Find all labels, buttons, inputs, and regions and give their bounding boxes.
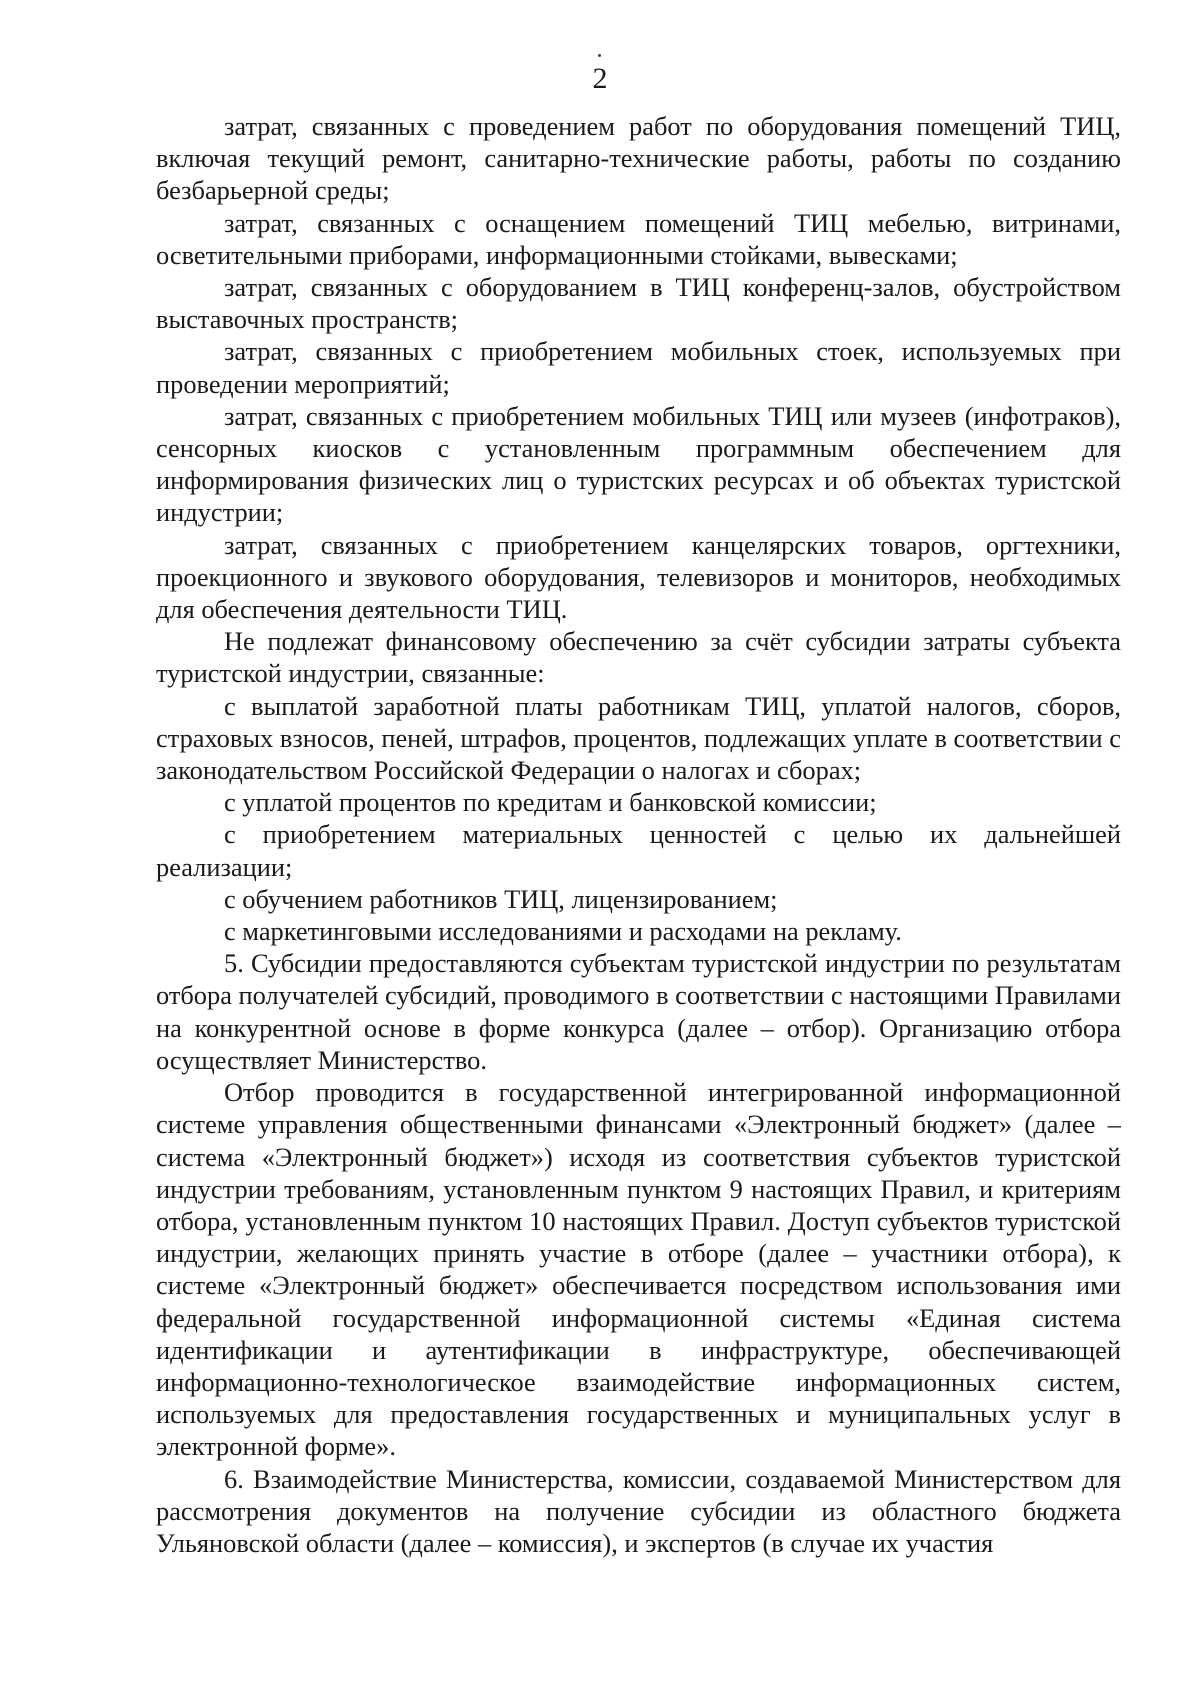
paragraph: затрат, связанных с проведением работ по оборудования помещений ТИЦ, включая текущий ремонт, санитарно-технические работы, работы по созданию безбарьерной среды; [156,111,1121,206]
paragraph: с выплатой заработной платы работникам ТИЦ, уплатой налогов, сборов, страховых взносов, пеней, штрафов, процентов, подлежащих уплате в соответствии с законодательством Российской Федерации о налогах и сборах; [156,690,1121,786]
paragraph: с приобретением материальных ценностей с целью их дальнейшей реализации; [156,819,1121,882]
page-number: 2 [592,62,608,95]
paragraph: 6. Взаимодействие Министерства, комиссии, создаваемой Министерством для рассмотрения документов на получение субсидии из областного бюджета Ульяновской области (далее – комиссия), и экспертов (в случае их участия [156,1463,1121,1558]
paragraph: затрат, связанных с приобретением мобильных стоек, используемых при проведении мероприятий; [156,336,1121,399]
paragraph: затрат, связанных с приобретением канцелярских товаров, оргтехники, проекционного и звукового оборудования, телевизоров и мониторов, необходимых для обеспечения деятельности ТИЦ. [156,529,1121,625]
document-body [156,110,1121,1559]
paragraph: с маркетинговыми исследованиями и расходами на рекламу. [224,916,902,947]
paragraph: 5. Субсидии предоставляются субъектам туристской индустрии по результатам отбора получателей субсидий, проводимого в соответствии с настоящими Правилами на конкурентной основе в форме конкурса (далее – отбор). Организацию отбора осуществляет Министерство. [156,948,1121,1075]
scan-dot [598,54,601,57]
paragraph: Не подлежат финансовому обеспечению за счёт субсидии затраты субъекта туристской индустрии, связанные: [156,626,1121,689]
paragraph: Отбор проводится в государственной интегрированной информационной системе управления общественными финансами «Электронный бюджет» (далее – система «Электронный бюджет») исходя из соответствия субъектов туристской индустрии требованиям, установленным пунктом 9 настоящих Правил, и критериям отбора, установленным пунктом 10 настоящих Правил. Доступ субъектов туристской индустрии, желающих принять участие в отборе (далее – участники отбора), к системе «Электронный бюджет» обеспечивается посредством использования ими федеральной государственной информационной системы «Единая система идентификации и аутентификации в инфраструктуре, обеспечивающей информационно-технологическое взаимодействие информационных систем, используемых для предоставления государственных и муниципальных услуг в электронной форме». [156,1077,1121,1462]
paragraph: с уплатой процентов по кредитам и банковской комиссии; [224,787,877,818]
paragraph: затрат, связанных с оснащением помещений ТИЦ мебелью, витринами, осветительными приборами, информационными стойками, вывесками; [156,207,1121,270]
paragraph: затрат, связанных с оборудованием в ТИЦ конференц-залов, обустройством выставочных пространств; [156,272,1121,335]
paragraph: с обучением работников ТИЦ, лицензированием; [224,883,778,914]
paragraph: затрат, связанных с приобретением мобильных ТИЦ или музеев (инфотраков), сенсорных киосков с установленным программным обеспечением для информирования физических лиц о туристских ресурсах и об объектах туристской индустрии; [156,400,1121,528]
